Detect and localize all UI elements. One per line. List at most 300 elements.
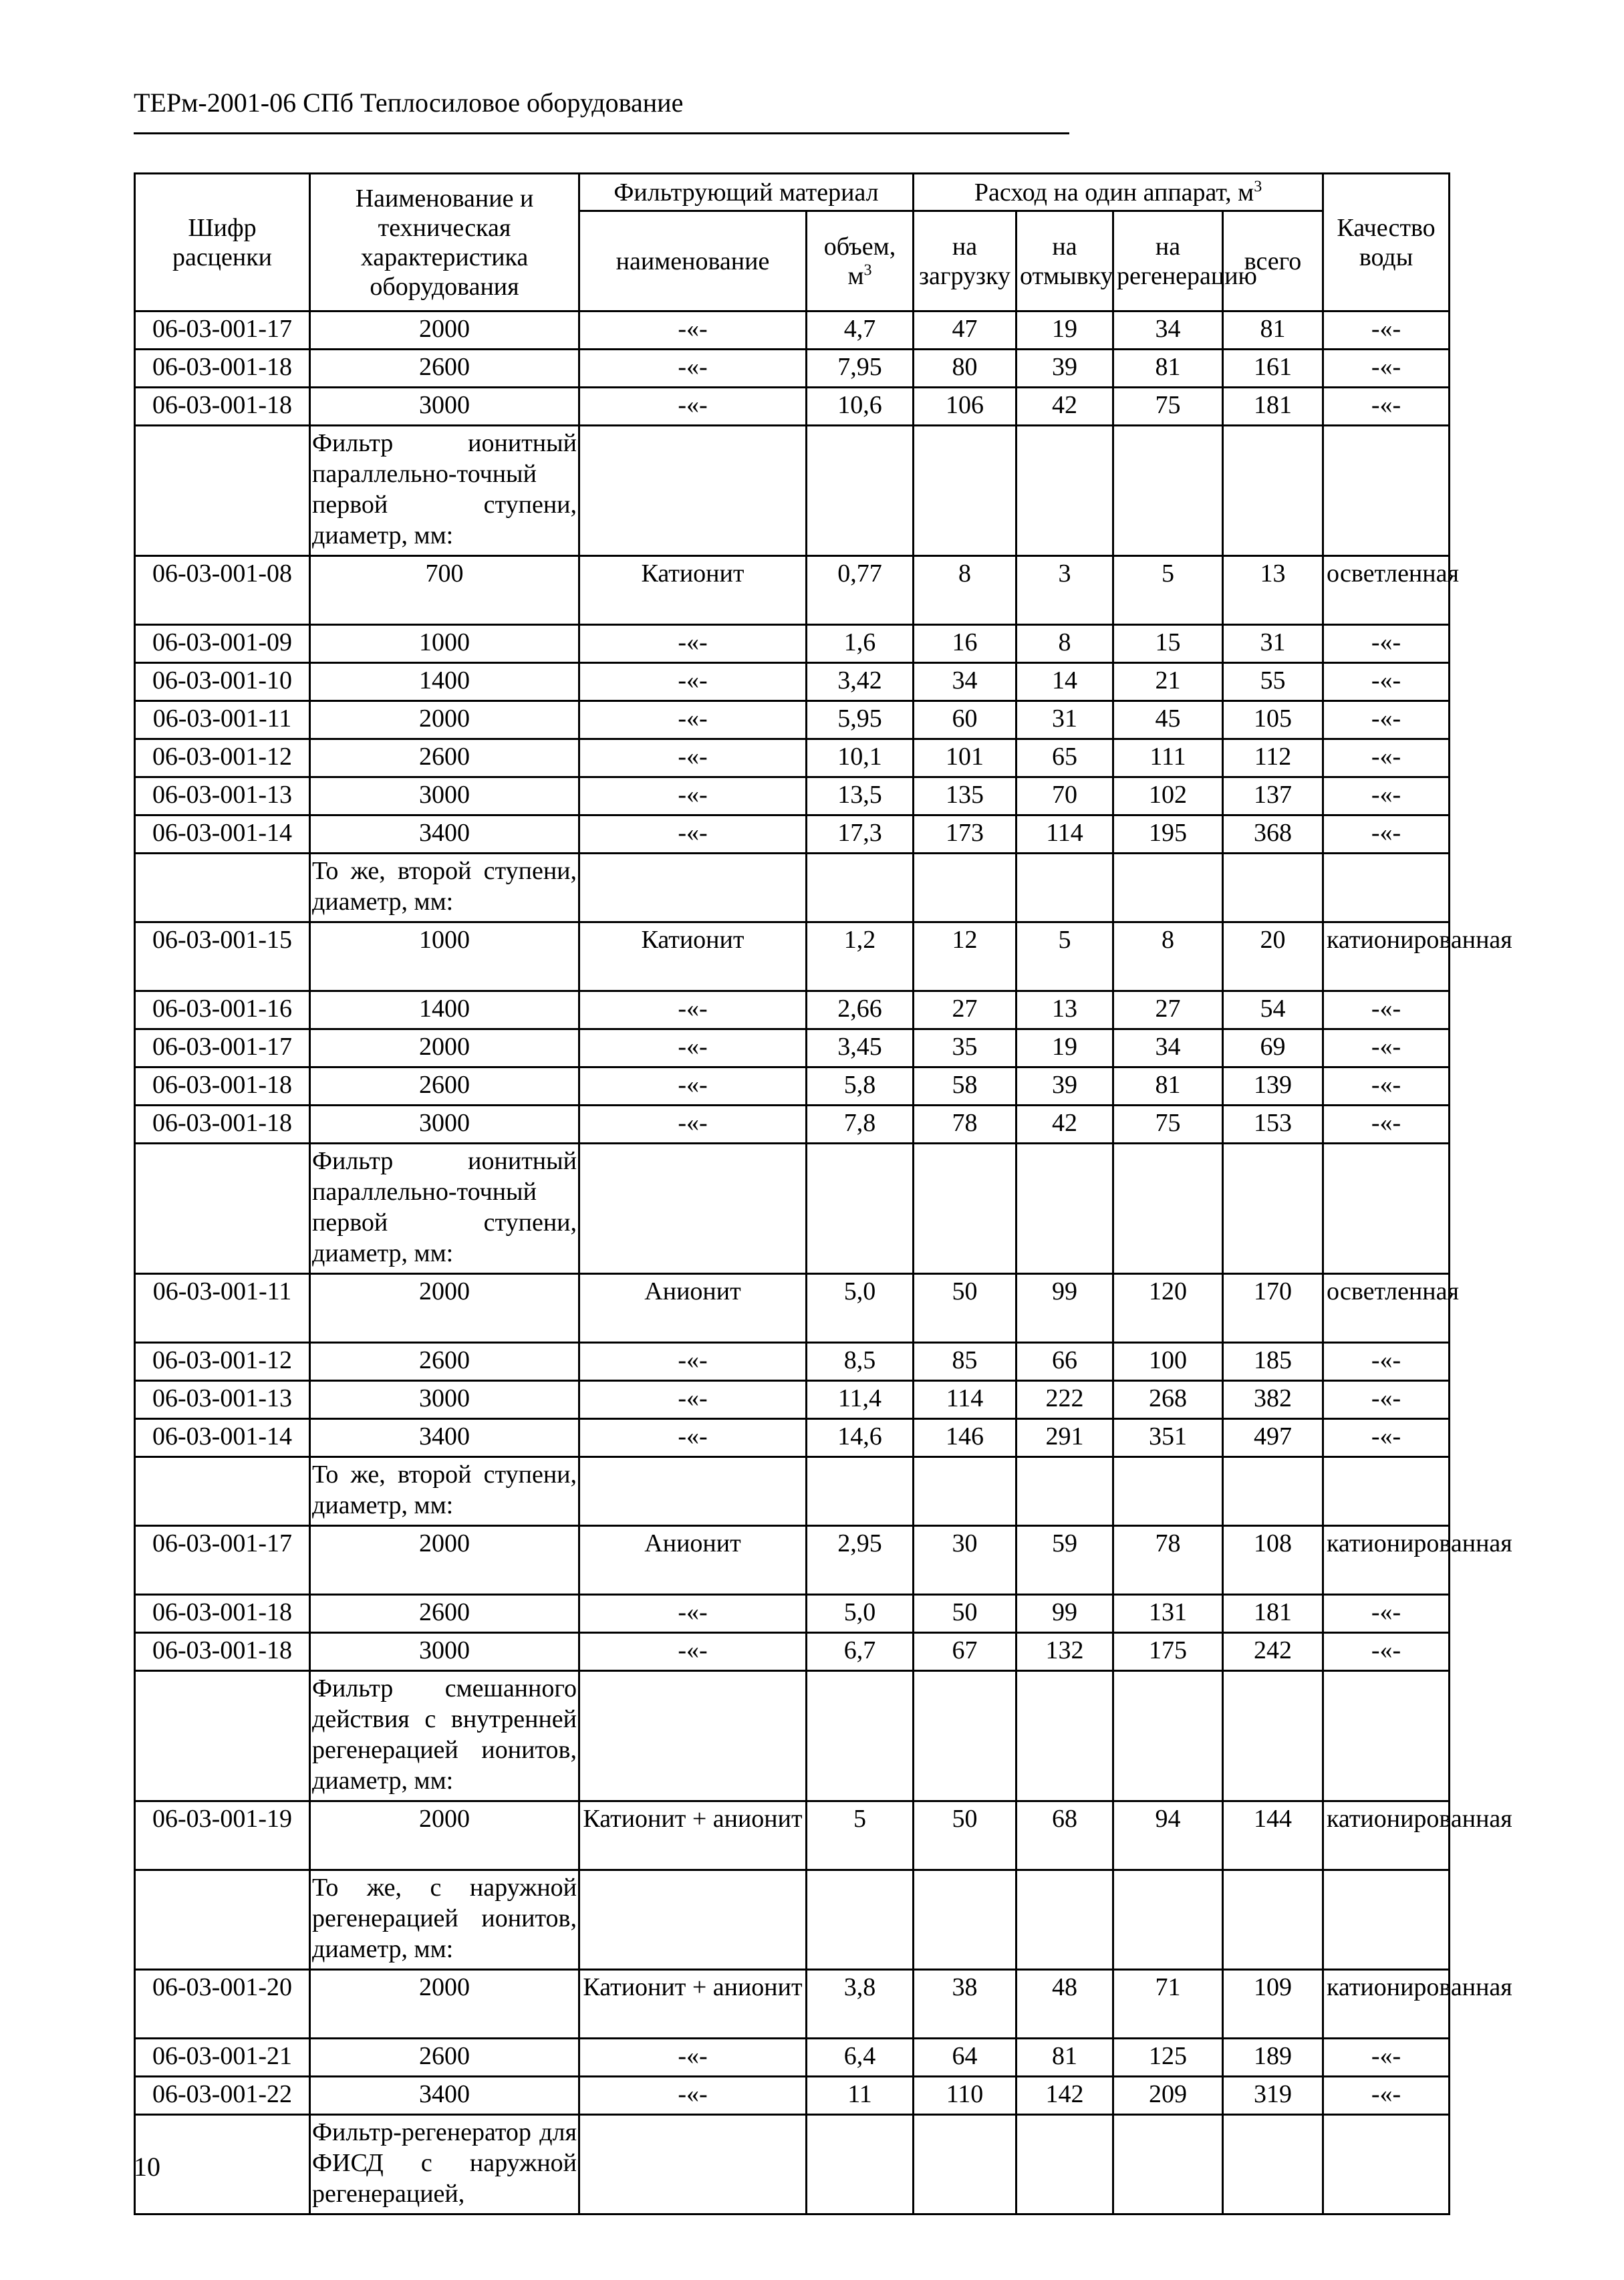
cell-total: 81 — [1223, 311, 1323, 350]
cell-wash: 291 — [1017, 1419, 1113, 1457]
cell-wash: 19 — [1017, 1029, 1113, 1067]
cell-material: -«- — [579, 1029, 807, 1067]
cell-material: -«- — [579, 991, 807, 1029]
cell-material: Катионит — [579, 922, 807, 991]
cell-material: -«- — [579, 777, 807, 815]
cell-regen — [1113, 854, 1223, 922]
cell-code: 06-03-001-19 — [135, 1801, 310, 1870]
cell-material — [579, 1457, 807, 1526]
cell-load: 146 — [914, 1419, 1017, 1457]
cell-material: Анионит — [579, 1526, 807, 1595]
cell-code: 06-03-001-10 — [135, 663, 310, 701]
section-title-text: То же, с наружной регенерацией ионитов, диаметр, мм: — [312, 1874, 577, 1963]
cell-volume: 10,6 — [807, 388, 914, 426]
cell-code: 06-03-001-09 — [135, 625, 310, 663]
table-row — [135, 991, 1450, 1029]
cell-regen: 81 — [1113, 350, 1223, 388]
cell-regen: 268 — [1113, 1381, 1223, 1419]
cell-name: 3000 — [310, 777, 579, 815]
cell-total: 161 — [1223, 350, 1323, 388]
cell-volume — [807, 2115, 914, 2214]
cell-wash: 99 — [1017, 1595, 1113, 1633]
cell-quality: -«- — [1323, 777, 1450, 815]
cell-quality: катионированная — [1323, 1970, 1450, 2039]
cell-volume — [807, 1671, 914, 1801]
table-row — [135, 739, 1450, 777]
section-row — [135, 1144, 1450, 1274]
cell-name: 3000 — [310, 1633, 579, 1671]
cell-total — [1223, 1870, 1323, 1970]
header-quality: Качество воды — [1323, 174, 1450, 311]
table-row — [135, 1029, 1450, 1067]
cell-wash: 31 — [1017, 701, 1113, 739]
cell-name: 3400 — [310, 1419, 579, 1457]
cell-total: 13 — [1223, 556, 1323, 625]
cell-volume: 2,95 — [807, 1526, 914, 1595]
cell-code: 06-03-001-18 — [135, 1106, 310, 1144]
cell-material: -«- — [579, 701, 807, 739]
cell-quality — [1323, 426, 1450, 556]
cell-material: Катионит + анионит — [579, 1801, 807, 1870]
cell-material: Катионит + анионит — [579, 1970, 807, 2039]
table-row — [135, 1801, 1450, 1870]
cell-code — [135, 2115, 310, 2214]
cell-regen: 34 — [1113, 311, 1223, 350]
cell-wash — [1017, 1457, 1113, 1526]
cell-quality: -«- — [1323, 991, 1450, 1029]
cell-regen: 131 — [1113, 1595, 1223, 1633]
section-row — [135, 1870, 1450, 1970]
cell-material — [579, 1870, 807, 1970]
cell-code: 06-03-001-20 — [135, 1970, 310, 2039]
cell-load: 34 — [914, 663, 1017, 701]
cell-material — [579, 2115, 807, 2214]
cell-total: 153 — [1223, 1106, 1323, 1144]
cell-total: 54 — [1223, 991, 1323, 1029]
cell-quality: -«- — [1323, 1419, 1450, 1457]
table-row — [135, 1106, 1450, 1144]
cell-load — [914, 1144, 1017, 1274]
cell-code: 06-03-001-11 — [135, 701, 310, 739]
cell-load: 64 — [914, 2039, 1017, 2077]
cell-volume: 11 — [807, 2077, 914, 2115]
section-title-text: То же, второй ступени, диаметр, мм: — [312, 1461, 577, 1519]
cell-quality — [1323, 1870, 1450, 1970]
cell-name: 1400 — [310, 991, 579, 1029]
cell-code — [135, 1144, 310, 1274]
cell-volume: 5,8 — [807, 1067, 914, 1106]
cell-quality: -«- — [1323, 350, 1450, 388]
cell-code — [135, 1671, 310, 1801]
cell-material — [579, 854, 807, 922]
cell-name: 2000 — [310, 1029, 579, 1067]
cell-name: 1000 — [310, 625, 579, 663]
cell-code: 06-03-001-14 — [135, 1419, 310, 1457]
cell-load — [914, 1457, 1017, 1526]
cell-name: 2600 — [310, 1595, 579, 1633]
table-row — [135, 311, 1450, 350]
cell-name: 3000 — [310, 1381, 579, 1419]
cell-volume — [807, 1144, 914, 1274]
cell-regen: 120 — [1113, 1274, 1223, 1343]
cell-code: 06-03-001-12 — [135, 1343, 310, 1381]
cell-volume — [807, 1457, 914, 1526]
cell-load: 50 — [914, 1801, 1017, 1870]
cell-material: -«- — [579, 1381, 807, 1419]
table-row — [135, 1419, 1450, 1457]
cell-name: 2000 — [310, 311, 579, 350]
table-row — [135, 388, 1450, 426]
cell-wash: 42 — [1017, 1106, 1113, 1144]
header-filter-material — [579, 174, 914, 211]
cell-total: 189 — [1223, 2039, 1323, 2077]
table-row — [135, 922, 1450, 991]
cell-wash: 8 — [1017, 625, 1113, 663]
cell-material: -«- — [579, 311, 807, 350]
cell-load — [914, 426, 1017, 556]
cell-load: 50 — [914, 1595, 1017, 1633]
cell-code — [135, 1870, 310, 1970]
cell-regen: 34 — [1113, 1029, 1223, 1067]
cell-code — [135, 426, 310, 556]
cell-quality — [1323, 1671, 1450, 1801]
cell-code — [135, 854, 310, 922]
header-material-volume — [807, 211, 914, 311]
cell-material: Катионит — [579, 556, 807, 625]
cell-name: 2000 — [310, 1801, 579, 1870]
cell-regen: 209 — [1113, 2077, 1223, 2115]
cell-regen: 102 — [1113, 777, 1223, 815]
cell-quality: -«- — [1323, 2039, 1450, 2077]
cell-wash: 48 — [1017, 1970, 1113, 2039]
table-row — [135, 1274, 1450, 1343]
cell-material: -«- — [579, 2077, 807, 2115]
section-title-text: То же, второй ступени, диаметр, мм: — [312, 857, 577, 916]
cell-name: 2000 — [310, 1970, 579, 2039]
cell-quality: осветленная — [1323, 556, 1450, 625]
rates-table — [134, 172, 1512, 2215]
table-row — [135, 1970, 1450, 2039]
cell-code: 06-03-001-18 — [135, 1633, 310, 1671]
cell-regen: 15 — [1113, 625, 1223, 663]
cell-code: 06-03-001-11 — [135, 1274, 310, 1343]
cell-regen: 125 — [1113, 2039, 1223, 2077]
cell-regen: 100 — [1113, 1343, 1223, 1381]
cell-quality: -«- — [1323, 311, 1450, 350]
table-row — [135, 1633, 1450, 1671]
cell-regen: 71 — [1113, 1970, 1223, 2039]
cell-load: 110 — [914, 2077, 1017, 2115]
header-consumption — [914, 174, 1323, 211]
cell-quality: -«- — [1323, 701, 1450, 739]
cell-load: 35 — [914, 1029, 1017, 1067]
cell-wash — [1017, 1870, 1113, 1970]
cell-total: 382 — [1223, 1381, 1323, 1419]
cell-code: 06-03-001-18 — [135, 388, 310, 426]
cell-name: 3400 — [310, 815, 579, 854]
cell-regen — [1113, 1457, 1223, 1526]
cell-quality: -«- — [1323, 388, 1450, 426]
cell-code: 06-03-001-18 — [135, 1595, 310, 1633]
cell-name: 2600 — [310, 2039, 579, 2077]
cell-total: 185 — [1223, 1343, 1323, 1381]
cell-volume: 8,5 — [807, 1343, 914, 1381]
cell-material: -«- — [579, 388, 807, 426]
page-number: 10 — [134, 2152, 160, 2182]
cell-load — [914, 1671, 1017, 1801]
cell-code: 06-03-001-16 — [135, 991, 310, 1029]
cell-material: -«- — [579, 1343, 807, 1381]
cell-wash — [1017, 854, 1113, 922]
cell-load: 27 — [914, 991, 1017, 1029]
cell-total: 497 — [1223, 1419, 1323, 1457]
cell-load: 12 — [914, 922, 1017, 991]
cell-code — [135, 1457, 310, 1526]
cell-volume: 6,4 — [807, 2039, 914, 2077]
cell-wash — [1017, 426, 1113, 556]
cell-wash: 65 — [1017, 739, 1113, 777]
cell-total — [1223, 426, 1323, 556]
header-volume-unit: 3 — [863, 261, 872, 279]
cell-wash: 5 — [1017, 922, 1113, 991]
cell-wash: 19 — [1017, 311, 1113, 350]
cell-volume: 7,95 — [807, 350, 914, 388]
cell-regen — [1113, 2115, 1223, 2214]
cell-wash: 132 — [1017, 1633, 1113, 1671]
cell-quality: -«- — [1323, 663, 1450, 701]
cell-name: 2600 — [310, 1343, 579, 1381]
cell-name: 3000 — [310, 1106, 579, 1144]
cell-code: 06-03-001-13 — [135, 777, 310, 815]
cell-volume: 0,77 — [807, 556, 914, 625]
cell-material: -«- — [579, 350, 807, 388]
header-regen: на регенерацию — [1113, 211, 1223, 311]
cell-wash: 222 — [1017, 1381, 1113, 1419]
section-row — [135, 854, 1450, 922]
cell-wash: 14 — [1017, 663, 1113, 701]
cell-regen: 195 — [1113, 815, 1223, 854]
cell-volume: 10,1 — [807, 739, 914, 777]
cell-total: 181 — [1223, 388, 1323, 426]
header-consumption-unit: 3 — [1254, 177, 1262, 195]
cell-name: 1400 — [310, 663, 579, 701]
section-row — [135, 1671, 1450, 1801]
cell-volume: 17,3 — [807, 815, 914, 854]
cell-wash — [1017, 1671, 1113, 1801]
cell-quality — [1323, 2115, 1450, 2214]
cell-load: 47 — [914, 311, 1017, 350]
cell-quality: -«- — [1323, 2077, 1450, 2115]
cell-load: 8 — [914, 556, 1017, 625]
cell-quality: -«- — [1323, 1067, 1450, 1106]
cell-volume: 13,5 — [807, 777, 914, 815]
cell-total: 139 — [1223, 1067, 1323, 1106]
cell-material — [579, 426, 807, 556]
section-title-text: Фильтр-регенератор для ФИСД с наружной регенерацией, — [312, 2118, 577, 2208]
table-row — [135, 1526, 1450, 1595]
section-title — [310, 1671, 579, 1801]
section-title-text: Фильтр смешанного действия с внутренней регенерацией ионитов, диаметр, мм: — [312, 1674, 577, 1795]
cell-wash: 68 — [1017, 1801, 1113, 1870]
cell-material: -«- — [579, 1633, 807, 1671]
header-rule — [134, 132, 1069, 134]
cell-wash: 39 — [1017, 350, 1113, 388]
cell-quality: -«- — [1323, 739, 1450, 777]
cell-material — [579, 1144, 807, 1274]
section-title — [310, 2115, 579, 2214]
cell-load: 173 — [914, 815, 1017, 854]
header-name: Наименование и техническая характеристика оборудования — [310, 174, 579, 311]
cell-total: 109 — [1223, 1970, 1323, 2039]
table-row — [135, 1381, 1450, 1419]
cell-material: -«- — [579, 663, 807, 701]
table-row — [135, 2039, 1450, 2077]
page-header: ТЕРм-2001-06 СПб Теплосиловое оборудование — [134, 88, 684, 118]
cell-code: 06-03-001-14 — [135, 815, 310, 854]
cell-material: Анионит — [579, 1274, 807, 1343]
cell-name: 700 — [310, 556, 579, 625]
table-row — [135, 1067, 1450, 1106]
cell-volume: 11,4 — [807, 1381, 914, 1419]
cell-load: 135 — [914, 777, 1017, 815]
cell-material: -«- — [579, 1419, 807, 1457]
cell-regen — [1113, 1671, 1223, 1801]
cell-total: 31 — [1223, 625, 1323, 663]
cell-name: 1000 — [310, 922, 579, 991]
cell-total — [1223, 1144, 1323, 1274]
cell-quality: -«- — [1323, 1029, 1450, 1067]
table-row — [135, 1595, 1450, 1633]
header-material-volume-label: объем, м — [823, 232, 896, 290]
cell-total: 112 — [1223, 739, 1323, 777]
cell-material: -«- — [579, 815, 807, 854]
cell-load: 58 — [914, 1067, 1017, 1106]
cell-regen: 78 — [1113, 1526, 1223, 1595]
cell-quality — [1323, 854, 1450, 922]
cell-name: 2600 — [310, 739, 579, 777]
table-row — [135, 815, 1450, 854]
cell-total: 170 — [1223, 1274, 1323, 1343]
cell-total — [1223, 1671, 1323, 1801]
cell-load: 30 — [914, 1526, 1017, 1595]
section-title — [310, 1870, 579, 1970]
table-row — [135, 1343, 1450, 1381]
cell-code: 06-03-001-17 — [135, 1526, 310, 1595]
cell-volume — [807, 426, 914, 556]
cell-wash — [1017, 2115, 1113, 2214]
cell-name: 2000 — [310, 1526, 579, 1595]
header-consumption-label: Расход на один аппарат, м — [974, 178, 1254, 207]
cell-volume: 1,2 — [807, 922, 914, 991]
cell-material: -«- — [579, 1106, 807, 1144]
cell-total — [1223, 2115, 1323, 2214]
cell-code: 06-03-001-22 — [135, 2077, 310, 2115]
section-title — [310, 854, 579, 922]
cell-volume: 4,7 — [807, 311, 914, 350]
cell-wash: 142 — [1017, 2077, 1113, 2115]
cell-regen: 45 — [1113, 701, 1223, 739]
cell-material: -«- — [579, 1067, 807, 1106]
header-total: всего — [1223, 211, 1323, 311]
cell-regen: 111 — [1113, 739, 1223, 777]
cell-name: 3000 — [310, 388, 579, 426]
cell-code: 06-03-001-15 — [135, 922, 310, 991]
cell-volume: 5,0 — [807, 1595, 914, 1633]
cell-wash: 13 — [1017, 991, 1113, 1029]
cell-code: 06-03-001-08 — [135, 556, 310, 625]
cell-regen: 75 — [1113, 1106, 1223, 1144]
cell-wash: 81 — [1017, 2039, 1113, 2077]
cell-volume: 6,7 — [807, 1633, 914, 1671]
cell-regen — [1113, 1870, 1223, 1970]
cell-name: 3400 — [310, 2077, 579, 2115]
cell-regen: 94 — [1113, 1801, 1223, 1870]
cell-regen: 8 — [1113, 922, 1223, 991]
cell-volume: 14,6 — [807, 1419, 914, 1457]
cell-volume — [807, 1870, 914, 1970]
header-code: Шифр расценки — [135, 174, 310, 311]
cell-total: 20 — [1223, 922, 1323, 991]
cell-wash: 66 — [1017, 1343, 1113, 1381]
cell-code: 06-03-001-18 — [135, 1067, 310, 1106]
cell-name: 2000 — [310, 701, 579, 739]
cell-regen: 351 — [1113, 1419, 1223, 1457]
cell-material: -«- — [579, 625, 807, 663]
table-row — [135, 2077, 1450, 2115]
cell-wash: 3 — [1017, 556, 1113, 625]
cell-quality: -«- — [1323, 1106, 1450, 1144]
cell-load: 50 — [914, 1274, 1017, 1343]
cell-load — [914, 1870, 1017, 1970]
cell-load: 16 — [914, 625, 1017, 663]
cell-load: 67 — [914, 1633, 1017, 1671]
cell-regen: 75 — [1113, 388, 1223, 426]
cell-quality: катионированная — [1323, 922, 1450, 991]
table-row — [135, 663, 1450, 701]
cell-wash: 42 — [1017, 388, 1113, 426]
cell-load: 106 — [914, 388, 1017, 426]
cell-volume — [807, 854, 914, 922]
cell-material: -«- — [579, 1595, 807, 1633]
section-title — [310, 1457, 579, 1526]
cell-total — [1223, 854, 1323, 922]
section-title-text: Фильтр ионитный параллельно-точный первой ступени, диаметр, мм: — [312, 1147, 577, 1267]
cell-wash: 39 — [1017, 1067, 1113, 1106]
cell-load: 85 — [914, 1343, 1017, 1381]
cell-load: 80 — [914, 350, 1017, 388]
cell-load: 114 — [914, 1381, 1017, 1419]
cell-code: 06-03-001-21 — [135, 2039, 310, 2077]
cell-quality: осветленная — [1323, 1274, 1450, 1343]
cell-regen: 175 — [1113, 1633, 1223, 1671]
cell-code: 06-03-001-17 — [135, 311, 310, 350]
cell-code: 06-03-001-18 — [135, 350, 310, 388]
cell-quality: -«- — [1323, 1633, 1450, 1671]
cell-material: -«- — [579, 739, 807, 777]
cell-volume: 3,45 — [807, 1029, 914, 1067]
header-filter-material-label: Фильтрующий материал — [614, 178, 879, 207]
cell-volume: 5 — [807, 1801, 914, 1870]
cell-total: 55 — [1223, 663, 1323, 701]
cell-regen: 5 — [1113, 556, 1223, 625]
cell-wash: 70 — [1017, 777, 1113, 815]
cell-quality: катионированная — [1323, 1801, 1450, 1870]
cell-volume: 5,95 — [807, 701, 914, 739]
header-load: на загрузку — [914, 211, 1017, 311]
cell-volume: 2,66 — [807, 991, 914, 1029]
cell-material — [579, 1671, 807, 1801]
cell-volume: 3,42 — [807, 663, 914, 701]
